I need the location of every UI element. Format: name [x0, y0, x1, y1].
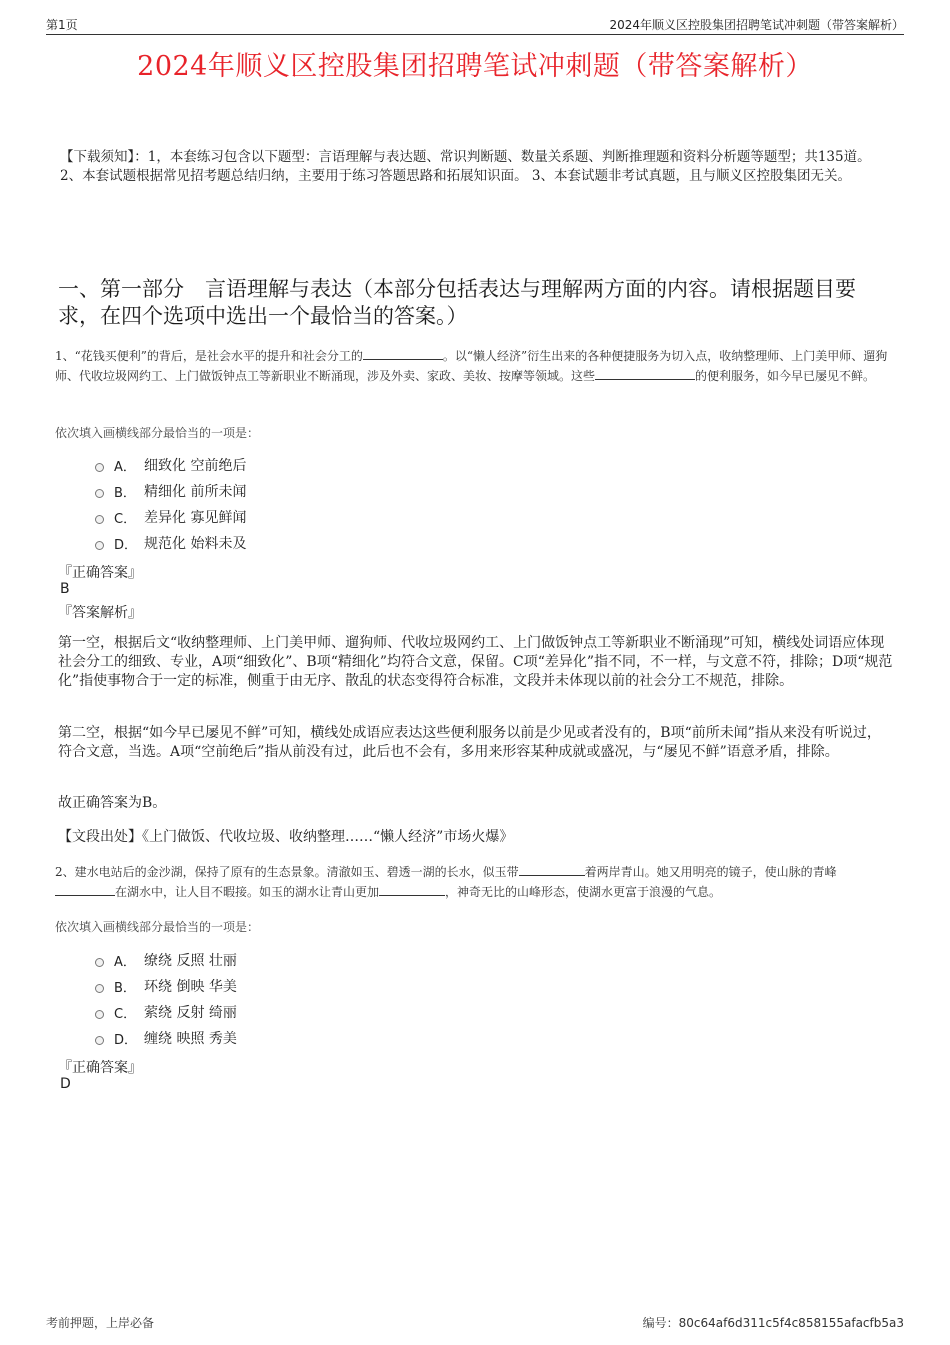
- radio-button[interactable]: [95, 1010, 104, 1019]
- question-2-stem: 2、建水电站后的金沙湖，保持了原有的生态景象。清澈如玉、碧透一湖的长水，似玉带 着两岸青山。她又用明亮的镜子，使山脉的青峰在湖水中，让人目不暇接。如玉的湖水让青山更加 ，神奇无比的山峰形态，使湖水更富于浪漫的气息。: [55, 865, 837, 899]
- blank: [363, 347, 443, 360]
- radio-button[interactable]: [95, 541, 104, 550]
- option-d[interactable]: D． 规范化 始料未及: [95, 530, 246, 556]
- blank: [595, 367, 695, 380]
- source-citation: 【文段出处】《上门做饭、代收垃圾、收纳整理……“懒人经济”市场火爆》: [58, 829, 514, 845]
- correct-answer: B: [60, 581, 70, 597]
- analysis-label: 『答案解析』: [58, 605, 142, 621]
- question-1-instruction: 依次填入画横线部分最恰当的一项是：: [55, 426, 260, 440]
- blank: [519, 863, 585, 876]
- radio-button[interactable]: [95, 984, 104, 993]
- radio-button[interactable]: [95, 958, 104, 967]
- correct-answer: D: [60, 1076, 71, 1092]
- question-1-options: [95, 452, 246, 556]
- option-a[interactable]: A． 细致化 空前绝后: [95, 452, 246, 478]
- radio-button[interactable]: [95, 489, 104, 498]
- option-c[interactable]: C． 萦绕 反射 绮丽: [95, 999, 237, 1025]
- option-c[interactable]: C． 差异化 寡见鲜闻: [95, 504, 246, 530]
- analysis-paragraph-2: 第二空，根据“如今早已屡见不鲜”可知，横线处成语应表达这些便利服务以前是少见或者没有的，B项“前所未闻”指从来没有听说过，符合文意，当选。A项“空前绝后”指从前没有过，此后也不会有，多用来形容某种成就或盛况，与“屡见不鲜”语意矛盾，排除。: [58, 725, 881, 760]
- header-doc-title: 2024年顺义区控股集团招聘笔试冲刺题（带答案解析）: [609, 18, 904, 32]
- option-b[interactable]: B． 环绕 倒映 华美: [95, 973, 237, 999]
- question-1-stem: 1、“花钱买便利”的背后，是社会水平的提升和社会分工的 。以“懒人经济”衍生出来的各种便捷服务为切入点，收纳整理师、上门美甲师、遛狗师、代收垃圾网约工、上门做饭钟点工等新职业不断涌现，涉及外卖、家政、美妆、按摩等领域。这些 的便利服务，如今早已屡见不鲜。: [55, 349, 888, 383]
- radio-button[interactable]: [95, 515, 104, 524]
- analysis-conclusion: 故正确答案为B。: [58, 795, 167, 811]
- page-number: 第1页: [46, 18, 78, 32]
- option-a[interactable]: A． 缭绕 反照 壮丽: [95, 947, 237, 973]
- section-heading: 一、第一部分 言语理解与表达（本部分包括表达与理解两方面的内容。请根据题目要求，在四个选项中选出一个最恰当的答案。）: [58, 277, 856, 328]
- page-header: [46, 14, 904, 35]
- option-b[interactable]: B． 精细化 前所未闻: [95, 478, 246, 504]
- answer-label: 『正确答案』: [58, 565, 142, 581]
- radio-button[interactable]: [95, 463, 104, 472]
- footer-slogan: 考前押题，上岸必备: [46, 1316, 155, 1330]
- download-notice: 【下载须知】：1，本套练习包含以下题型：言语理解与表达题、常识判断题、数量关系题、判断推理题和资料分析题等题型；共135道。 2、本套试题根据常见招考题总结归纳，主要用于练习答题思路和拓展知识面。 3、本套试题非考试真题，且与顺义区控股集团无关。: [60, 149, 871, 184]
- page-title: 2024年顺义区控股集团招聘笔试冲刺题（带答案解析）: [137, 51, 813, 82]
- answer-label: 『正确答案』: [58, 1060, 142, 1076]
- question-2-options: [95, 947, 237, 1051]
- question-2-instruction: 依次填入画横线部分最恰当的一项是：: [55, 920, 260, 934]
- option-d[interactable]: D． 缠绕 映照 秀美: [95, 1025, 237, 1051]
- analysis-paragraph-1: 第一空，根据后文“收纳整理师、上门美甲师、遛狗师、代收垃圾网约工、上门做饭钟点工等新职业不断涌现”可知，横线处词语应体现社会分工的细致、专业，A项“细致化”、B项“精细化”均符合文意，保留。C项“差异化”指不同，不一样，与文意不符，排除；D项“规范化”指使事物合于一定的标准，侧重于由无序、散乱的状态变得符合标准，文段并未体现以前的社会分工不规范，排除。: [58, 635, 893, 689]
- blank: [379, 883, 445, 896]
- blank: [55, 883, 115, 896]
- radio-button[interactable]: [95, 1036, 104, 1045]
- document-id: 编号：80c64af6d311c5f4c858155afacfb5a3: [642, 1316, 904, 1330]
